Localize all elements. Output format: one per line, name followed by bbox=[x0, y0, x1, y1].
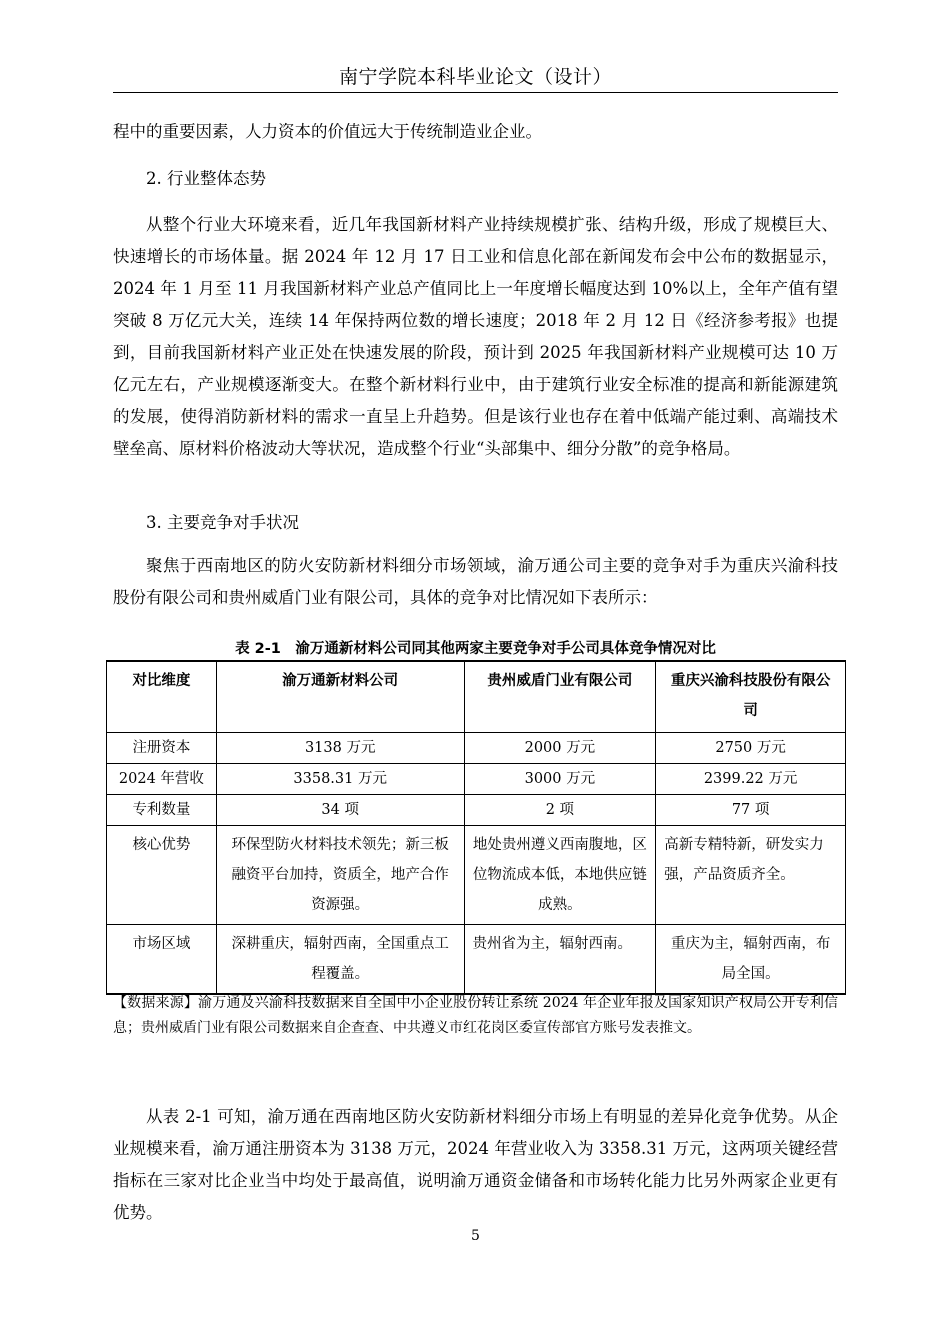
comparison-table bbox=[106, 660, 846, 995]
paragraph-industry-trend: 从整个行业大环境来看，近几年我国新材料产业持续规模扩张、结构升级，形成了规模巨大、快速增长的市场体量。据 2024 年 12 月 17 日工业和信息化部在新闻发布会中公布的数据显示，2024 年 1 月至 11 月我国新材料产业总产值同比上一年度增长幅度达到 10%以上，全年产值有望突破 8 万亿元大关，连续 14 年保持两位数的增长速度；2018 年 2 月 12 日《经济参考报》也提到，目前我国新材料产业正处在快速发展的阶段，预计到 2025 年我国新材料产业规模可达 10 万亿元左右，产业规模逐渐变大。在整个新材料行业中，由于建筑行业安全标准的提高和新能源建筑的发展，使得消防新材料的需求一直呈上升趋势。但是该行业也存在着中低端产能过剩、高端技术壁垒高、原材料价格波动大等状况，造成整个行业“头部集中、细分分散”的竞争格局。 bbox=[113, 215, 838, 458]
page-header-title: 南宁学院本科毕业论文（设计） bbox=[338, 66, 612, 88]
section-heading-competitors: 3. 主要竞争对手状况 bbox=[146, 513, 299, 532]
data-source-note: 【数据来源】渝万通及兴渝科技数据来自全国中小企业股份转让系统 2024 年企业年报及国家知识产权局公开专利信息；贵州威盾门业有限公司数据来自企查查、中共遵义市红花岗区委宣传部官方账号发表推文。 bbox=[113, 995, 838, 1036]
table-cell: 深耕重庆，辐射西南，全国重点工程覆盖。 bbox=[216, 925, 464, 995]
header-rule bbox=[113, 92, 838, 93]
page-number: 5 bbox=[471, 1228, 480, 1244]
header-cell-yuwantong: 渝万通新材料公司 bbox=[216, 661, 464, 733]
table-cell: 2399.22 万元 bbox=[656, 764, 846, 795]
row-label-core-advantage: 核心优势 bbox=[107, 826, 217, 925]
paragraph-analysis: 从表 2-1 可知，渝万通在西南地区防火安防新材料细分市场上有明显的差异化竞争优势。从企业规模来看，渝万通注册资本为 3138 万元，2024 年营业收入为 3358.31 万元，这两项关键经营指标在三家对比企业当中均处于最高值，说明渝万通资金储备和市场转化能力比另外两家企业更有优势。 bbox=[113, 1107, 838, 1222]
table-cell: 重庆为主，辐射西南，布局全国。 bbox=[656, 925, 846, 995]
table-cell: 环保型防火材料技术领先；新三板融资平台加持，资质全，地产合作资源强。 bbox=[216, 826, 464, 925]
table-cell: 2750 万元 bbox=[656, 733, 846, 764]
paragraph-continuation: 程中的重要因素，人力资本的价值远大于传统制造业企业。 bbox=[113, 122, 542, 141]
table-row bbox=[107, 764, 846, 795]
table-cell: 地处贵州遵义西南腹地，区位物流成本低，本地供应链成熟。 bbox=[464, 826, 656, 925]
table-caption: 表 2-1 渝万通新材料公司同其他两家主要竞争对手公司具体竞争情况对比 bbox=[235, 641, 716, 657]
table-cell: 贵州省为主，辐射西南。 bbox=[464, 925, 656, 995]
table-cell: 34 项 bbox=[216, 795, 464, 826]
row-label-patents: 专利数量 bbox=[107, 795, 217, 826]
section-heading-industry-trend: 2. 行业整体态势 bbox=[146, 169, 266, 188]
table-cell: 2 项 bbox=[464, 795, 656, 826]
header-cell-xingyu: 重庆兴渝科技股份有限公司 bbox=[656, 661, 846, 733]
table-cell: 3138 万元 bbox=[216, 733, 464, 764]
table-cell: 3000 万元 bbox=[464, 764, 656, 795]
row-label-registered-capital: 注册资本 bbox=[107, 733, 217, 764]
table-row bbox=[107, 795, 846, 826]
table-row bbox=[107, 826, 846, 925]
table-cell: 高新专精特新，研发实力强，产品资质齐全。 bbox=[656, 826, 846, 925]
table-cell: 2000 万元 bbox=[464, 733, 656, 764]
row-label-revenue: 2024 年营收 bbox=[107, 764, 217, 795]
table-header-row bbox=[107, 661, 846, 733]
header-cell-dimension: 对比维度 bbox=[107, 661, 217, 733]
table-row bbox=[107, 733, 846, 764]
table-row bbox=[107, 925, 846, 995]
paragraph-competitors-intro: 聚焦于西南地区的防火安防新材料细分市场领域，渝万通公司主要的竞争对手为重庆兴渝科技股份有限公司和贵州威盾门业有限公司，具体的竞争对比情况如下表所示： bbox=[113, 556, 838, 607]
header-cell-weidun: 贵州威盾门业有限公司 bbox=[464, 661, 656, 733]
table-cell: 3358.31 万元 bbox=[216, 764, 464, 795]
row-label-market-region: 市场区域 bbox=[107, 925, 217, 995]
table-cell: 77 项 bbox=[656, 795, 846, 826]
